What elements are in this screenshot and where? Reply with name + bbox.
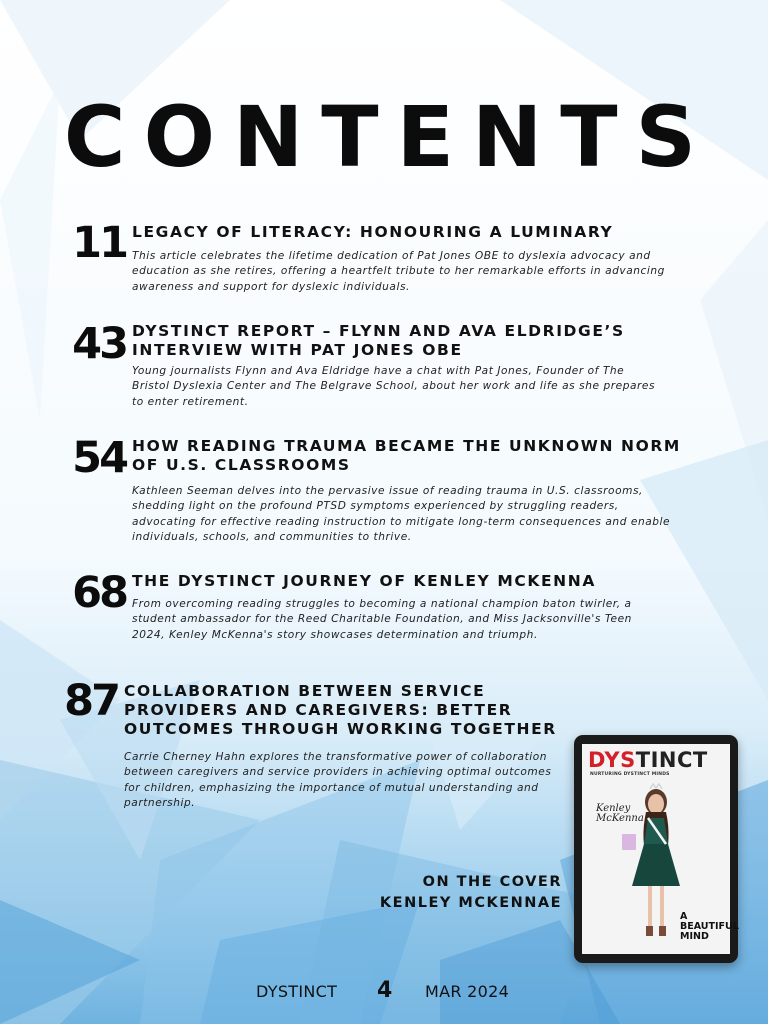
entry-description: Kathleen Seeman delves into the pervasive issue of reading trauma in U.S. classrooms, shedding light on the profound PTSD symptoms experienced by struggling readers, advocating for effective reading instruction to mitigate long-term consequences and enable individuals, schools, and communities to thrive. [132, 485, 671, 543]
entry-page-number: 43 [72, 319, 126, 369]
entry-heading: LEGACY OF LITERACY: HONOURING A LUMINARY [132, 223, 614, 241]
entry-page-number: 87 [64, 676, 118, 726]
magazine-tagline: NURTURING DYSTINCT MINDS [590, 772, 670, 777]
entry-description: This article celebrates the lifetime dedication of Pat Jones OBE to dyslexia advocacy and education as she retires, offering a heartfelt tribute to her remarkable efforts in advancing awareness and support for dyslexic individuals. [132, 250, 665, 293]
entry-page-number: 68 [72, 568, 126, 618]
magazine-logo: DYSTINCT [588, 748, 708, 772]
cover-headline: A BEAUTIFUL MIND [680, 911, 739, 942]
entry-description: From overcoming reading struggles to becoming a national champion baton twirler, a student ambassador for the Reed Charitable Foundation, and Miss Jacksonville's Teen 2024, Kenley McKenna's story showcases determination and triumph. [132, 598, 632, 641]
footer-brand: DYSTINCT [256, 982, 338, 1001]
cover-model-name: Kenley McKenna [596, 803, 644, 824]
entry-heading: THE DYSTINCT JOURNEY OF KENLEY MCKENNA [132, 572, 596, 590]
on-the-cover-label [380, 872, 562, 914]
entry-heading: COLLABORATION BETWEEN SERVICE PROVIDERS AND CAREGIVERS: BETTER OUTCOMES THROUGH WORKING TOGETHER [124, 682, 557, 738]
entry-heading: HOW READING TRAUMA BECAME THE UNKNOWN NORM OF U.S. CLASSROOMS [132, 437, 681, 474]
magazine-cover-tablet[interactable] [574, 735, 738, 963]
entry-page-number: 54 [72, 433, 126, 483]
entry-page-number: 11 [72, 218, 126, 268]
entry-heading: DYSTINCT REPORT – FLYNN AND AVA ELDRIDGE’S INTERVIEW WITH PAT JONES OBE [132, 322, 625, 359]
cover-label-name: KENLEY MCKENNAE [379, 895, 562, 911]
magazine-cover-screen [582, 744, 739, 954]
page-footer [0, 978, 768, 1004]
entry-description: Carrie Cherney Hahn explores the transformative power of collaboration between caregivers and service providers in achieving optimal outcomes for children, emphasizing the importance of mutual understanding and partnership. [124, 751, 552, 809]
footer-page-number: 4 [377, 978, 393, 1003]
entry-description: Young journalists Flynn and Ava Eldridge have a chat with Pat Jones, Founder of The Bristol Dyslexia Center and The Belgrave School, about her work and life as she prepares to enter retirement. [132, 365, 656, 408]
footer-date: MAR 2024 [425, 982, 510, 1001]
cover-label-heading: ON THE COVER [422, 874, 562, 890]
page-title: CONTENTS [63, 88, 715, 186]
